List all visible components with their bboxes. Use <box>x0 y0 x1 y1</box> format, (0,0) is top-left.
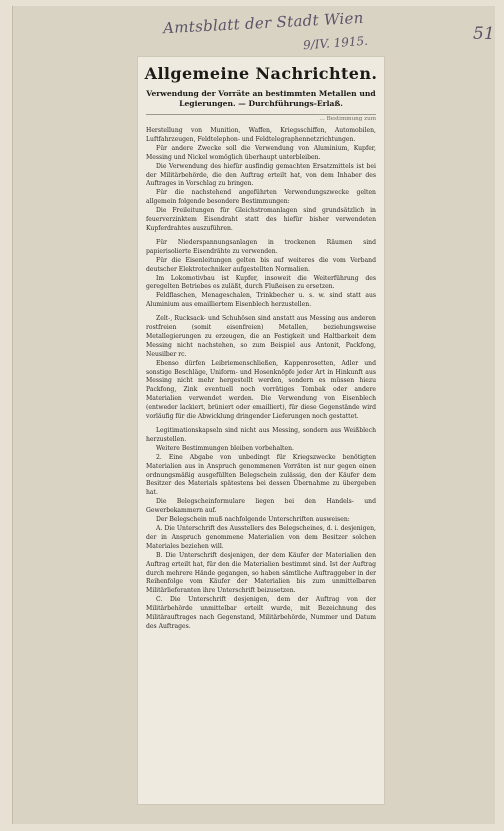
handwritten-source-note: Amtsblatt der Stadt Wien <box>162 8 365 38</box>
paragraph: Zelt-, Rucksack- und Schuhösen sind anstatt aus Messing aus anderen rostfreien (somit eisenfreien) Metallen, beziehungsweise Metallegierungen zu erzeugen, die an Festigkeit und Haltbarkeit dem Messing nicht nachstehen, so zum Beispiel aus Antonit, Packfong, Neusilber rc. <box>146 315 376 358</box>
paragraph: Im Lokomotivbau ist Kupfer, insoweit die Weiterführung des geregelten Betriebes es zuläßt, durch Flußeisen zu ersetzen. <box>146 274 376 291</box>
continuation-line: … Bestimmung zum <box>319 116 376 122</box>
paragraph: C. Die Unterschrift desjenigen, dem der Auftrag von der Militärbehörde unmittelbar erteilt wurde, mit Bezeichnung des Militärauftrages nach Gegenstand, Militärbehörde, Nummer und Datum des Auftrages. <box>146 596 376 630</box>
paragraph: 2. Eine Abgabe von unbedingt für Kriegszwecke benötigten Materialien aus in Anspruch genommenen Vorräten ist nur gegen einen ordnungsmäßig ausgefüllten Belegschein zulässig, den der Käufer dem Besitzer des Materials spätestens bei dessen Übernahme zu übergeben hat. <box>146 453 376 497</box>
paragraph: Für andere Zwecke soll die Verwendung von Aluminium, Kupfer, Messing und Nickel womöglich überhaupt unterbleiben. <box>146 144 376 161</box>
divider-rule <box>146 114 376 115</box>
paragraph: Ebenso dürfen Leibriemenschließen, Kappenrosetten, Adler und sonstige Beschläge, Uniform- und Hosenknöpfe jeder Art in Hinkunft aus Messing nicht mehr hergestellt werden, sondern es müssen hiezu Packfong, Zink eventuell noch vorrätiges Tombak oder andere Materialien verwendet werden. Die Verwendung von Eisenblech (entweder lackiert, brüniert oder emailliert), für diese Gegenstände wird vorläufig für die Abwicklung dringender Lieferungen noch gestattet. <box>146 359 376 421</box>
paragraph: Für Niederspannungsanlagen in trockenen Räumen sind papierisolierte Eisendrähte zu verwenden. <box>146 238 376 255</box>
handwritten-date-note: 9/IV. 1915. <box>302 33 369 53</box>
paragraph: Für die nachstehend angeführten Verwendungszwecke gelten allgemein folgende besondere Bestimmungen: <box>146 189 376 206</box>
clipping-heading: Allgemeine Nachrichten. <box>144 64 378 83</box>
paragraph: Für die Eisenleitungen gelten bis auf weiteres die vom Verband deutscher Elektrotechniker aufgestellten Normalien. <box>146 256 376 273</box>
paragraph: Die Verwendung des hiefür ausfindig gemachten Ersatzmittels ist bei der Militärbehörde, die den Auftrag erteilt hat, von dem Inhaber des Auftrages in Vorschlag zu bringen. <box>146 162 376 188</box>
paragraph: Weitere Bestimmungen bleiben vorbehalten. <box>156 444 294 452</box>
paragraph: Legitimationskapseln sind nicht aus Messing, sondern aus Weißblech herzustellen. <box>146 427 376 443</box>
paragraph: Feldflaschen, Menageschalen, Trinkbecher u. s. w. sind statt aus Aluminium aus emailliertem Eisenblech herzustellen. <box>146 292 376 309</box>
paragraph: Die Freileitungen für Gleichstromanlagen sind grundsätzlich in feuerverzinktem Eisendraht statt des hiefür bisher verwendeten Kupferdrahtes auszuführen. <box>146 207 376 232</box>
paragraph: B. Die Unterschrift desjenigen, der dem Käufer der Materialien den Auftrag erteilt hat, für den die Materialien bestimmt sind. Ist der Auftrag durch mehrere Hände gegangen, so haben sämtliche Auftraggeber in der Reihenfolge vom Käufer der Materialien bis zum unmittelbaren Militärlieferanten ihre Unterschrift beizusetzen. <box>146 551 376 595</box>
paragraph: Die Belegscheinformulare liegen bei den Handels- und Gewerbekammern auf. <box>146 498 376 515</box>
newspaper-clipping <box>138 57 384 804</box>
paragraph: Der Belegschein muß nachfolgende Unterschriften ausweisen: <box>156 516 350 524</box>
paragraph: A. Die Unterschrift des Ausstellers des Belegscheines, d. i. desjenigen, der in Anspruch genommene Materialien von dem Besitzer solchen Materiales beziehen will. <box>146 524 376 550</box>
paragraph: Herstellung von Munition, Waffen, Kriegsschiffen, Automobilen, Luftfahrzeugen, Feldtelephon- und Feldtelegraphennetzrichtungen. <box>146 127 376 143</box>
handwritten-page-number: 51 <box>473 24 495 44</box>
clipping-subheading: Verwendung der Vorräte an bestimmten Metallen und Legierungen. — Durchführungs-Erlaß. <box>146 89 376 108</box>
